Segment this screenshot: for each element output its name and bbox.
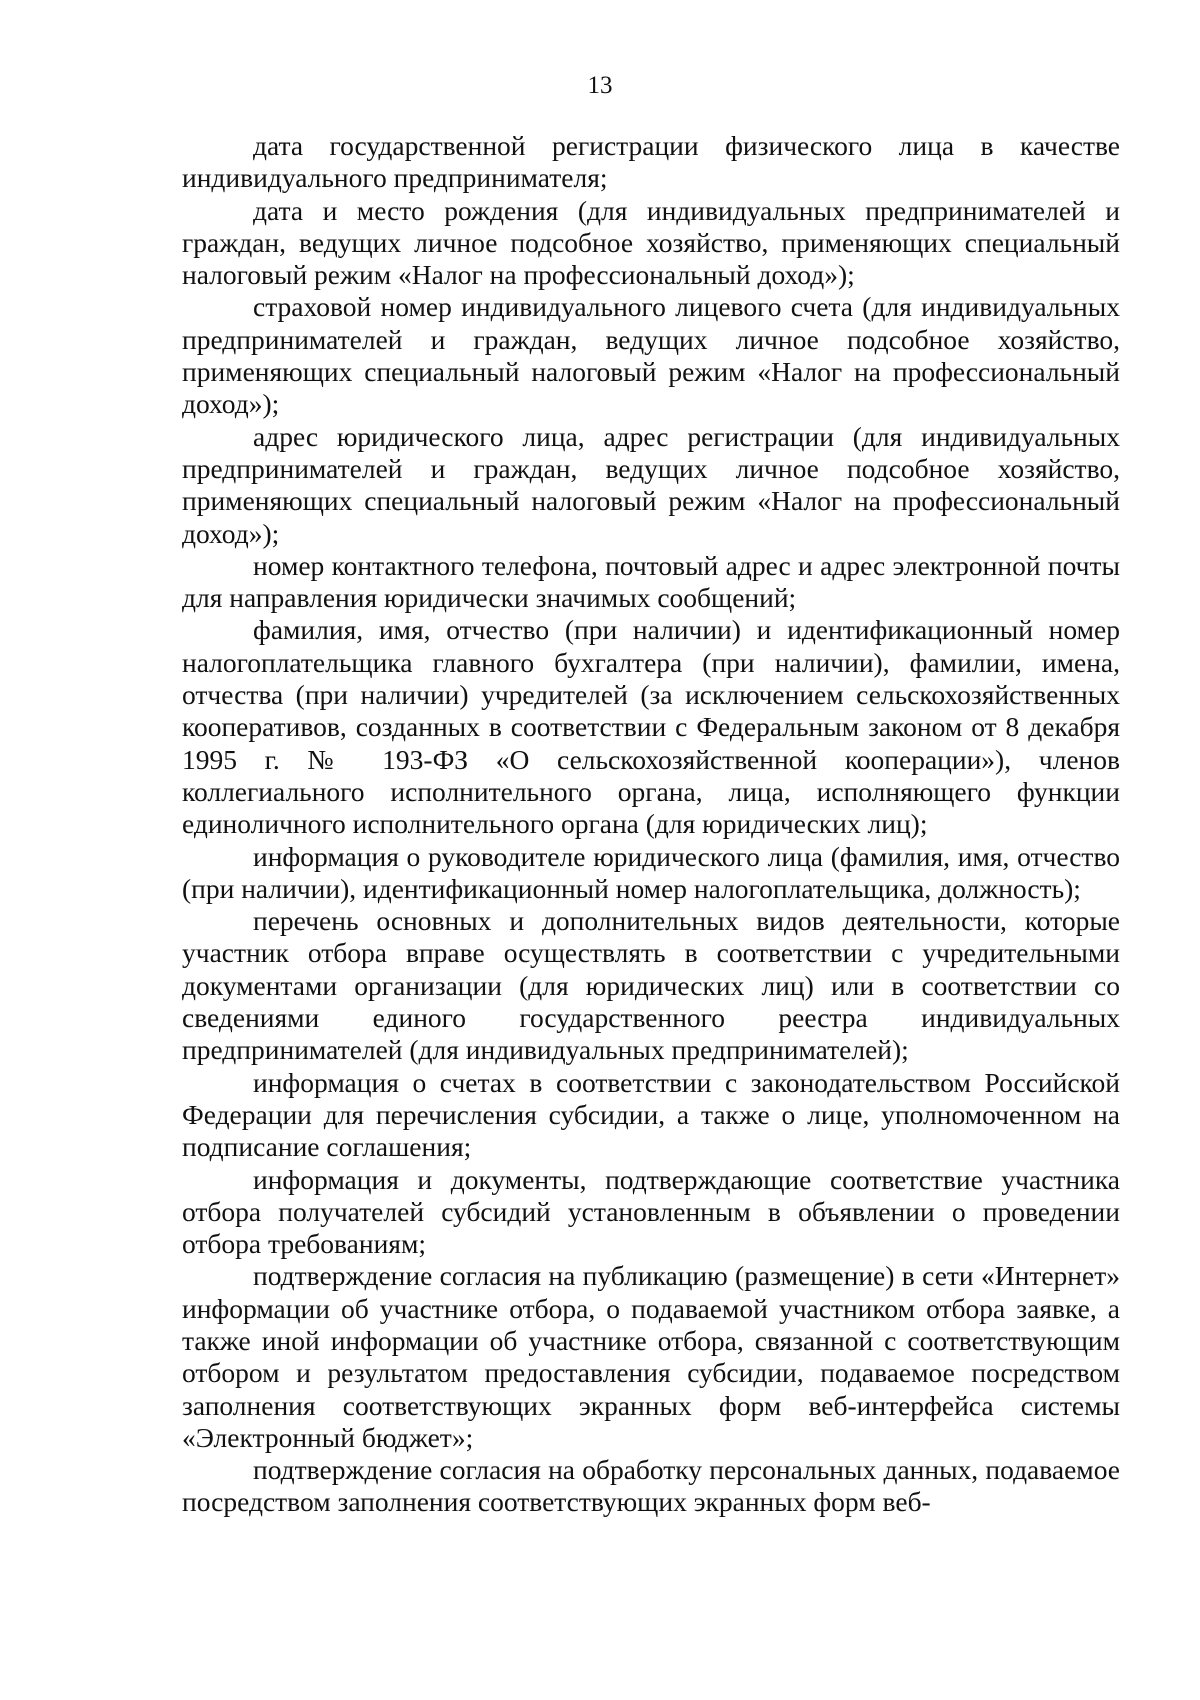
paragraph-personal-data-consent: подтверждение согласия на обработку персональных данных, подаваемое посредством заполнения соответствующих экранных форм веб- xyxy=(182,1454,1120,1518)
paragraph-publication-consent: подтверждение согласия на публикацию (размещение) в сети «Интернет» информации об участнике отбора, о подаваемой участником отбора заявке, а также иной информации об участнике отбора, связанной с соответствующим отбором и результатом предоставления субсидии, подаваемое посредством заполнения соответствующих экранных форм веб-интерфейса системы «Электронный бюджет»; xyxy=(182,1260,1120,1453)
paragraph-accountant-founders: фамилия, имя, отчество (при наличии) и идентификационный номер налогоплательщика главного бухгалтера (при наличии), фамилии, имена, отчества (при наличии) учредителей (за исключением сельскохозяйственных кооперативов, созданных в соответствии с Федеральным законом от 8 декабря 1995 г. № 193-ФЗ «О сельскохозяйственной кооперации»), членов коллегиального исполнительного органа, лица, исполняющего функции единоличного исполнительного органа (для юридических лиц); xyxy=(182,614,1120,840)
paragraph-compliance-documents: информация и документы, подтверждающие соответствие участника отбора получателей субсидий установленным в объявлении о проведении отбора требованиям; xyxy=(182,1163,1120,1260)
paragraph-legal-address: адрес юридического лица, адрес регистрации (для индивидуальных предпринимателей и граждан, ведущих личное подсобное хозяйство, применяющих специальный налоговый режим «Налог на профессиональный доход»); xyxy=(182,420,1120,549)
document-body xyxy=(182,130,1120,1519)
paragraph-activities-list: перечень основных и дополнительных видов деятельности, которые участник отбора вправе осуществлять в соответствии с учредительными документами организации (для юридических лиц) или в соответствии со сведениями единого государственного реестра индивидуальных предпринимателей (для индивидуальных предпринимателей); xyxy=(182,905,1120,1066)
paragraph-registration-date: дата государственной регистрации физического лица в качестве индивидуального предпринимателя; xyxy=(182,130,1120,194)
paragraph-insurance-number: страховой номер индивидуального лицевого счета (для индивидуальных предпринимателей и граждан, ведущих личное подсобное хозяйство, применяющих специальный налоговый режим «Налог на профессиональный доход»); xyxy=(182,291,1120,420)
paragraph-accounts-info: информация о счетах в соответствии с законодательством Российской Федерации для перечисления субсидии, а также о лице, уполномоченном на подписание соглашения; xyxy=(182,1066,1120,1163)
page-number: 13 xyxy=(587,72,613,99)
paragraph-contact-info: номер контактного телефона, почтовый адрес и адрес электронной почты для направления юридически значимых сообщений; xyxy=(182,549,1120,614)
paragraph-head-info: информация о руководителе юридического лица (фамилия, имя, отчество (при наличии), идентификационный номер налогоплательщика, должность); xyxy=(182,840,1120,904)
paragraph-birth-date-place: дата и место рождения (для индивидуальных предпринимателей и граждан, ведущих личное подсобное хозяйство, применяющих специальный налоговый режим «Налог на профессиональный доход»); xyxy=(182,194,1120,291)
